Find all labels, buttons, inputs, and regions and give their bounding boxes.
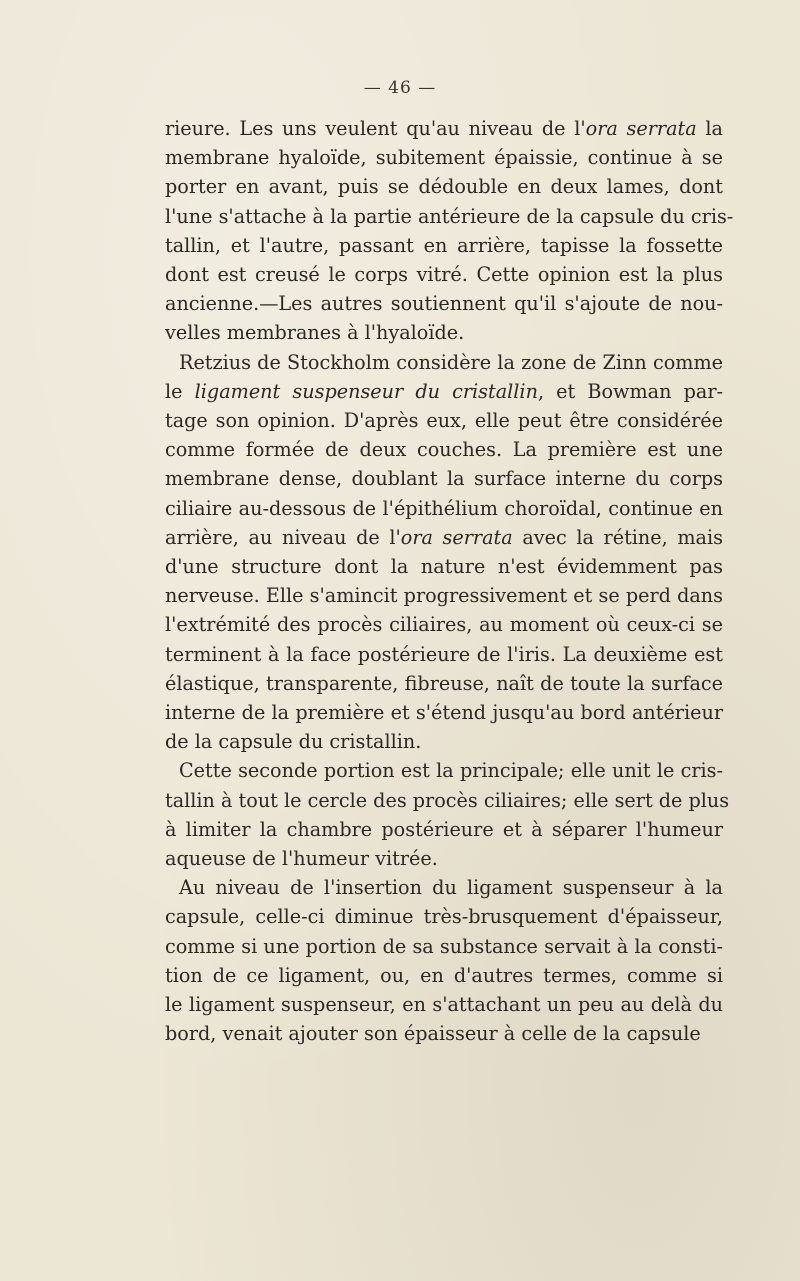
- text-line: tage son opinion. D'après eux, elle peut être considérée: [165, 409, 723, 433]
- italic-term: ora serrata: [585, 117, 697, 140]
- text-line: comme formée de deux couches. La première est une: [165, 438, 723, 462]
- italic-term: ora serrata: [400, 525, 513, 549]
- text-line: tion de ce ligament, ou, en d'autres termes, comme si: [165, 963, 723, 987]
- italic-term: ligament suspenseur du cristallin: [194, 379, 538, 403]
- text-line: porter en avant, puis se dédouble en deux lames, dont: [165, 175, 723, 199]
- text-line: ancienne.—Les autres soutiennent qu'il s'ajoute de nou-: [165, 292, 723, 316]
- text-line: à limiter la chambre postérieure et à séparer l'humeur: [165, 817, 723, 841]
- text-line: comme si une portion de sa substance servait à la consti-: [165, 934, 723, 958]
- text-line: l'une s'attache à la partie antérieure de la capsule du cris-: [165, 204, 734, 228]
- text-line: capsule, celle-ci diminue très-brusquement d'épaisseur,: [165, 905, 723, 929]
- text-line: Au niveau de l'insertion du ligament suspenseur à la: [179, 876, 723, 900]
- text-line: l'extrémité des procès ciliaires, au moment où ceux-ci se: [165, 613, 723, 637]
- text-line: élastique, transparente, fibreuse, naît de toute la surface: [165, 671, 723, 695]
- body-text: [165, 114, 734, 1049]
- page-number: — 46 —: [363, 78, 437, 98]
- text-line: tallin, et l'autre, passant en arrière, tapisse la fossette: [165, 233, 723, 257]
- text-line: Retzius de Stockholm considère la zone de Zinn comme: [179, 350, 723, 374]
- text-line: d'une structure dont la nature n'est évidemment pas: [165, 555, 723, 579]
- text-line: dont est creusé le corps vitré. Cette opinion est la plus: [165, 263, 723, 287]
- text-line: terminent à la face postérieure de l'iris. La deuxième est: [165, 642, 723, 666]
- text-line: le ligament suspenseur, en s'attachant un peu au delà du: [165, 993, 723, 1017]
- text-line: bord, venait ajouter son épaisseur à celle de la capsule: [165, 1022, 701, 1046]
- text-line: ciliaire au-dessous de l'épithélium choroïdal, continue en: [165, 496, 723, 520]
- text-line: velles membranes à l'hyaloïde.: [165, 321, 465, 345]
- paragraph: [165, 873, 723, 1048]
- paragraph: [165, 756, 730, 873]
- text-line: tallin à tout le cercle des procès ciliaires; elle sert de plus: [165, 788, 730, 812]
- text-line: aqueuse de l'humeur vitrée.: [165, 847, 438, 871]
- text-line: le ligament suspenseur du cristallin, et Bowman par-: [165, 379, 723, 403]
- text-line: interne de la première et s'étend jusqu'au bord antérieur: [165, 701, 723, 725]
- text-line: rieure. Les uns veulent qu'au niveau de l'ora serrata la: [165, 117, 723, 140]
- text-line: membrane dense, doublant la surface interne du corps: [165, 467, 723, 491]
- text-line: de la capsule du cristallin.: [165, 730, 422, 754]
- text-line: nerveuse. Elle s'amincit progressivement et se perd dans: [165, 584, 723, 608]
- text-line: arrière, au niveau de l'ora serrata avec la rétine, mais: [165, 525, 723, 549]
- paragraph: [165, 114, 734, 348]
- paragraph: [165, 348, 723, 757]
- text-line: membrane hyaloïde, subitement épaissie, continue à se: [165, 146, 723, 170]
- text-line: Cette seconde portion est la principale; elle unit le cris-: [179, 759, 723, 783]
